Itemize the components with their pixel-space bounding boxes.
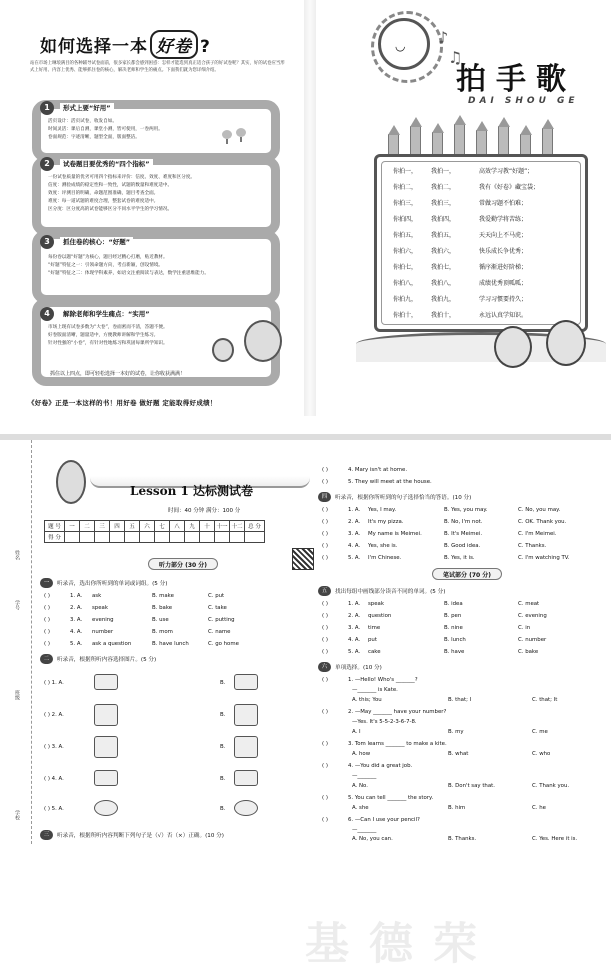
verse-line: 你拍八， 我拍八， 成绩优秀顶呱呱； bbox=[393, 280, 528, 287]
binding-margin bbox=[10, 440, 32, 844]
step-4-line: 针对性强的“小卷”，有针对性地练习和巩固每课所学知识。 bbox=[48, 341, 168, 346]
answer-blank[interactable]: ( ) bbox=[322, 649, 328, 655]
verse-board bbox=[374, 154, 588, 332]
name-label: 姓名 bbox=[14, 550, 20, 560]
step-2-line: 一份试卷质量的优劣可用四个指标来评价：信度、效度、难度和区分度。 bbox=[48, 175, 196, 180]
music-note-icon: ♪ bbox=[438, 28, 449, 47]
picture-option-a[interactable] bbox=[94, 704, 118, 726]
score-cell[interactable] bbox=[155, 532, 170, 543]
step-2-line: 难度：每一道试题的难度合理，整套试卷的难度适中。 bbox=[48, 199, 159, 204]
section-1-header bbox=[40, 578, 167, 588]
guide-footer-note: 抓住以上四点，即可轻松选择一本好的试卷，让你收获满满！ bbox=[50, 371, 186, 377]
picture-question-label[interactable]: ( ) 2. A. bbox=[44, 712, 64, 718]
guide-title bbox=[40, 30, 211, 59]
child-illustration bbox=[494, 326, 532, 368]
score-col-header: 八 bbox=[170, 521, 185, 532]
step-3-line: “好题”特征之一：引领命题方向，考点新颖，创设情境。 bbox=[48, 263, 164, 268]
verse-line: 你拍五， 我拍五， 天天向上不马虎； bbox=[393, 232, 528, 239]
listening-banner-points: (30 分) bbox=[185, 561, 208, 569]
question-row: ( ) 2. A. question B. pen C. evening bbox=[322, 613, 547, 619]
picture-option-b[interactable] bbox=[234, 770, 258, 786]
step-2-line: 效度：评测目的明确，命题范围准确，题目考查全面。 bbox=[48, 191, 159, 196]
score-cell[interactable] bbox=[185, 532, 200, 543]
score-cell[interactable] bbox=[80, 532, 95, 543]
score-col-header: 九 bbox=[185, 521, 200, 532]
score-col-header: 六 bbox=[140, 521, 155, 532]
question-row: ( ) 2. A. It's my pizza. B. No, I'm not. C. OK. Thank you. bbox=[322, 519, 567, 525]
question-row-continuation: —_______ is Kate. bbox=[352, 687, 398, 693]
question-row: ( ) 4. Mary isn't at home. bbox=[322, 467, 408, 473]
picture-question-label[interactable]: ( ) 1. A. bbox=[44, 680, 64, 686]
score-row-label: 得 分 bbox=[45, 532, 65, 543]
rabbit-illustration bbox=[56, 460, 86, 504]
picture-b-label: B. bbox=[220, 680, 226, 686]
step-3-line: “好题”特征之二：体现学科素养，如语文注重阅读与表达，数学注重思维能力。 bbox=[48, 271, 209, 276]
section-number: 二 bbox=[40, 654, 53, 664]
step-1-line: 卷面规范：字迹清晰，题型全面，版面整洁。 bbox=[48, 135, 140, 140]
answer-blank[interactable]: ( ) bbox=[322, 677, 328, 683]
question-row: ( ) 3. A. evening B. use C. putting bbox=[44, 617, 235, 623]
score-cell[interactable] bbox=[215, 532, 230, 543]
answer-blank[interactable]: ( ) bbox=[322, 507, 328, 513]
score-cell[interactable] bbox=[65, 532, 80, 543]
bottom-spread bbox=[0, 434, 611, 970]
score-cell[interactable] bbox=[140, 532, 155, 543]
question-row-continuation: —_______ bbox=[352, 773, 377, 779]
score-cell[interactable] bbox=[245, 532, 265, 543]
step-2-number: 2 bbox=[40, 157, 54, 171]
answer-blank[interactable]: ( ) bbox=[322, 467, 328, 473]
music-note-icon: ♫ bbox=[448, 48, 463, 67]
score-col-header: 一 bbox=[65, 521, 80, 532]
option-row: A. No. B. Don't say that. C. Thank you. bbox=[352, 783, 570, 789]
section-number: 三 bbox=[40, 830, 53, 840]
section-number: 一 bbox=[40, 578, 53, 588]
question-row: ( ) 4. A. put B. lunch C. number bbox=[322, 637, 547, 643]
answer-blank[interactable]: ( ) bbox=[322, 519, 328, 525]
student-id-label: 学号 bbox=[14, 600, 20, 610]
written-banner bbox=[432, 568, 502, 580]
section-instruction: 听录音，根据所听内容判断下列句子是（√）否（×）正确。(10 分) bbox=[57, 833, 224, 839]
answer-blank[interactable]: ( ) bbox=[322, 637, 328, 643]
step-4-body bbox=[48, 324, 198, 348]
score-col-header: 五 bbox=[125, 521, 140, 532]
score-table-score-row bbox=[45, 532, 265, 543]
answer-blank[interactable]: ( ) bbox=[322, 613, 328, 619]
step-4-line: 好卷版面清晰，题量适中，方便教师讲解和学生练习。 bbox=[48, 333, 159, 338]
answer-blank[interactable]: ( ) bbox=[322, 741, 328, 747]
section-instruction: 听录音，根据你所听到的句子选择恰当的答语。(10 分) bbox=[335, 495, 472, 501]
question-row: ( ) 4. A. number B. mom C. name bbox=[44, 629, 231, 635]
step-3-line: 每份卷以题“好题”为核心，题目经过精心打磨，贴近教材。 bbox=[48, 255, 168, 260]
step-3-title: 抓住卷的核心：“好题” bbox=[60, 237, 133, 246]
score-col-header: 四 bbox=[110, 521, 125, 532]
step-4-line: 市场上现有试卷多数为“大卷”，卷面密而不清，答题不便。 bbox=[48, 325, 168, 330]
child-illustration bbox=[546, 320, 586, 366]
tree-icon bbox=[236, 128, 246, 142]
mascot-illustration bbox=[212, 338, 234, 362]
answer-blank[interactable]: ( ) bbox=[44, 629, 50, 635]
score-table bbox=[44, 520, 265, 543]
question-row: ( ) 6. —Can I use your pencil? bbox=[322, 817, 420, 823]
question-row: ( ) 5. A. I'm Chinese. B. Yes, it is. C. I'm watching TV. bbox=[322, 555, 570, 561]
question-row-continuation: —Yes. It's 5-5-2-3-6-7-8. bbox=[352, 719, 417, 725]
step-3-header bbox=[40, 234, 133, 249]
clap-song-title: 拍手歌 bbox=[456, 62, 576, 97]
clap-song-page bbox=[318, 8, 606, 408]
section-3-header bbox=[40, 830, 224, 840]
score-col-header: 十二 bbox=[230, 521, 245, 532]
option-row: A. No, you can. B. Thanks. C. Yes. Here it is. bbox=[352, 836, 578, 842]
school-label: 学校 bbox=[14, 810, 20, 820]
step-2-line: 区分度：区分度高的试卷能够区分不同水平学生的学习情况。 bbox=[48, 207, 173, 212]
answer-blank[interactable]: ( ) bbox=[44, 605, 50, 611]
answer-blank[interactable]: ( ) bbox=[322, 479, 328, 485]
section-2-header bbox=[40, 654, 156, 664]
score-cell[interactable] bbox=[95, 532, 110, 543]
answer-blank[interactable]: ( ) bbox=[322, 555, 328, 561]
page-gutter bbox=[304, 0, 316, 416]
watermark: 荣德基 bbox=[297, 920, 476, 970]
question-row: ( ) 5. They will meet at the house. bbox=[322, 479, 432, 485]
picture-option-b[interactable] bbox=[234, 704, 258, 726]
section-4-header bbox=[318, 492, 471, 502]
question-row: ( ) 2. A. speak B. bake C. take bbox=[44, 605, 227, 611]
guide-intro: 站在市场上琳琅满目的各种辅导试卷面前，很多家长都会感到困惑：怎样才能选到真正适合孩子的好试卷呢？其实，好的试卷应当形式上好用、内容上优秀、能够抓住卷的核心，解决老师和学生的痛点。下面我们就为您详细介绍。 bbox=[30, 61, 285, 73]
step-1-header bbox=[40, 100, 114, 115]
section-instruction: 单项选择。(10 分) bbox=[335, 665, 382, 671]
question-row: ( ) 2. —May _______ have your number? bbox=[322, 709, 447, 715]
clap-song-subtitle: DAI SHOU GE bbox=[468, 96, 579, 106]
answer-blank[interactable]: ( ) bbox=[322, 795, 328, 801]
answer-blank[interactable]: ( ) bbox=[44, 641, 50, 647]
score-cell[interactable] bbox=[230, 532, 245, 543]
picture-b-label: B. bbox=[220, 712, 226, 718]
section-instruction: 听录音，根据所听内容选择图片。(5 分) bbox=[57, 657, 157, 663]
step-1-number: 1 bbox=[40, 101, 54, 115]
score-col-header: 十 bbox=[200, 521, 215, 532]
verse-line: 你拍十， 我拍十， 永远认真学知识。 bbox=[393, 312, 528, 319]
question-row: ( ) 4. A. Yes, she is. B. Good idea. C. Thanks. bbox=[322, 543, 547, 549]
picture-question-label[interactable]: ( ) 3. A. bbox=[44, 744, 64, 750]
score-cell[interactable] bbox=[125, 532, 140, 543]
listening-banner bbox=[148, 558, 218, 570]
step-3-number: 3 bbox=[40, 235, 54, 249]
picture-option-b[interactable] bbox=[234, 674, 258, 690]
picture-b-label: B. bbox=[220, 744, 226, 750]
question-row: ( ) 5. You can tell _______ the story. bbox=[322, 795, 434, 801]
answer-blank[interactable]: ( ) bbox=[322, 543, 328, 549]
answer-blank[interactable]: ( ) bbox=[322, 817, 328, 823]
step-1-title: 形式上要“好用” bbox=[60, 103, 114, 112]
section-number: 四 bbox=[318, 492, 331, 502]
question-row: ( ) 3. A. time B. nine C. in bbox=[322, 625, 531, 631]
mascot-illustration bbox=[244, 320, 282, 362]
answer-blank[interactable]: ( ) bbox=[322, 625, 328, 631]
score-cell[interactable] bbox=[200, 532, 215, 543]
score-col-header: 二 bbox=[80, 521, 95, 532]
answer-blank[interactable]: ( ) bbox=[322, 763, 328, 769]
verse-line: 你拍三， 我拍三， 常做习题不怕难； bbox=[393, 200, 528, 207]
picture-question-label[interactable]: ( ) 4. A. bbox=[44, 776, 64, 782]
score-table-header-row bbox=[45, 521, 265, 532]
score-col-header: 三 bbox=[95, 521, 110, 532]
section-number: 六 bbox=[318, 662, 331, 672]
pencils-illustration bbox=[378, 116, 578, 156]
tree-icon bbox=[222, 130, 232, 144]
step-2-title: 试卷题目要优秀的“四个指标” bbox=[60, 159, 153, 168]
guide-title-question: ? bbox=[200, 37, 211, 57]
question-row: ( ) 5. A. ask a question B. have lunch C. go home bbox=[44, 641, 239, 647]
sun-icon: ◡ bbox=[378, 18, 430, 70]
step-1-line: 活页设计：活页试卷，收发自如。 bbox=[48, 119, 117, 124]
written-banner-text: 笔试部分 bbox=[443, 571, 468, 579]
question-row: ( ) 1. A. Yes, I may. B. Yes, you may. C. No, you may. bbox=[322, 507, 561, 513]
option-row: A. how B. what C. who bbox=[352, 751, 551, 757]
question-row-continuation: —_______ bbox=[352, 827, 377, 833]
step-3-body bbox=[48, 254, 253, 278]
haojuan-logo: 好卷 bbox=[150, 30, 198, 59]
verse-line: 你拍二， 我拍二， 我有《好卷》藏宝袋； bbox=[393, 184, 540, 191]
answer-blank[interactable]: ( ) bbox=[322, 601, 328, 607]
test-page-right bbox=[312, 440, 611, 844]
answer-blank[interactable]: ( ) bbox=[44, 593, 50, 599]
score-col-header: 题 号 bbox=[45, 521, 65, 532]
section-instruction: 找出每组中画线部分读音不同的单词。(5 分) bbox=[335, 589, 446, 595]
verse-line: 你拍九， 我拍九， 学习习惯要持久； bbox=[393, 296, 528, 303]
question-row: ( ) 3. A. My name is Meimei. B. It's Meimei. C. I'm Meimei. bbox=[322, 531, 557, 537]
answer-blank[interactable]: ( ) bbox=[322, 709, 328, 715]
score-col-header: 总 分 bbox=[245, 521, 265, 532]
step-2-body bbox=[48, 174, 253, 214]
section-6-header bbox=[318, 662, 382, 672]
guide-page bbox=[10, 8, 302, 408]
question-row: ( ) 4. —You did a great job. bbox=[322, 763, 413, 769]
picture-b-label: B. bbox=[220, 776, 226, 782]
picture-option-a[interactable] bbox=[94, 770, 118, 786]
picture-option-a[interactable] bbox=[94, 800, 118, 816]
test-page-left bbox=[10, 440, 310, 844]
step-4-title: 解除老师和学生痛点：“实用” bbox=[60, 309, 153, 318]
lesson-title: Lesson 1 达标测试卷 bbox=[130, 484, 254, 498]
step-1-line: 时间灵活：课后自测，课堂小测，皆可使用，一卷两用。 bbox=[48, 127, 163, 132]
score-col-header: 七 bbox=[155, 521, 170, 532]
step-4-number: 4 bbox=[40, 307, 54, 321]
picture-b-label: B. bbox=[220, 806, 226, 812]
option-row: A. I B. my C. me bbox=[352, 729, 548, 735]
score-col-header: 十一 bbox=[215, 521, 230, 532]
listening-banner-text: 听力部分 bbox=[159, 561, 184, 569]
section-5-header bbox=[318, 586, 445, 596]
picture-option-a[interactable] bbox=[94, 674, 118, 690]
step-2-header bbox=[40, 156, 153, 171]
step-4-header bbox=[40, 306, 153, 321]
picture-question-label[interactable]: ( ) 5. A. bbox=[44, 806, 64, 812]
question-row: ( ) 3. Tom learns _______ to make a kite. bbox=[322, 741, 447, 747]
section-number: 五 bbox=[318, 586, 331, 596]
question-row: ( ) 1. A. speak B. idea C. meat bbox=[322, 601, 540, 607]
guide-title-text: 如何选择一本 bbox=[40, 37, 148, 57]
score-cell[interactable] bbox=[110, 532, 125, 543]
top-spread bbox=[0, 0, 611, 416]
score-cell[interactable] bbox=[170, 532, 185, 543]
verse-line: 你拍四， 我拍四， 我爱勤学将苦练； bbox=[393, 216, 528, 223]
picture-option-a[interactable] bbox=[94, 736, 118, 758]
question-row: ( ) 5. A. cake B. have C. bake bbox=[322, 649, 539, 655]
class-label: 班级 bbox=[14, 690, 20, 700]
picture-option-b[interactable] bbox=[234, 800, 258, 816]
step-2-line: 信度：测验成绩的稳定性和一致性，试题的数量和难度适中。 bbox=[48, 183, 173, 188]
qr-code[interactable] bbox=[292, 548, 314, 570]
time-score-info: 时间：40 分钟 满分：100 分 bbox=[168, 508, 241, 514]
question-row: ( ) 1. A. ask B. make C. put bbox=[44, 593, 225, 599]
written-banner-points: (70 分) bbox=[469, 571, 492, 579]
verse-line: 你拍六， 我拍六， 快乐成长争优秀； bbox=[393, 248, 528, 255]
verse-line: 你拍七， 我拍七， 循序渐进好阶梯； bbox=[393, 264, 528, 271]
option-row: A. she B. him C. he bbox=[352, 805, 546, 811]
answer-blank[interactable]: ( ) bbox=[322, 531, 328, 537]
verse-line: 你拍一， 我拍一， 高效学习教“好题”； bbox=[393, 168, 534, 175]
option-row: A. this; You B. that; I C. that; It bbox=[352, 697, 558, 703]
picture-option-b[interactable] bbox=[234, 736, 258, 758]
guide-slogan: 《好卷》正是一本这样的书！用好卷 做好题 定能取得好成绩！ bbox=[28, 399, 217, 407]
question-row: ( ) 1. —Hello! Who's _______? bbox=[322, 677, 418, 683]
section-instruction: 听录音，选出你所听到的单词或词组。(5 分) bbox=[57, 581, 168, 587]
answer-blank[interactable]: ( ) bbox=[44, 617, 50, 623]
